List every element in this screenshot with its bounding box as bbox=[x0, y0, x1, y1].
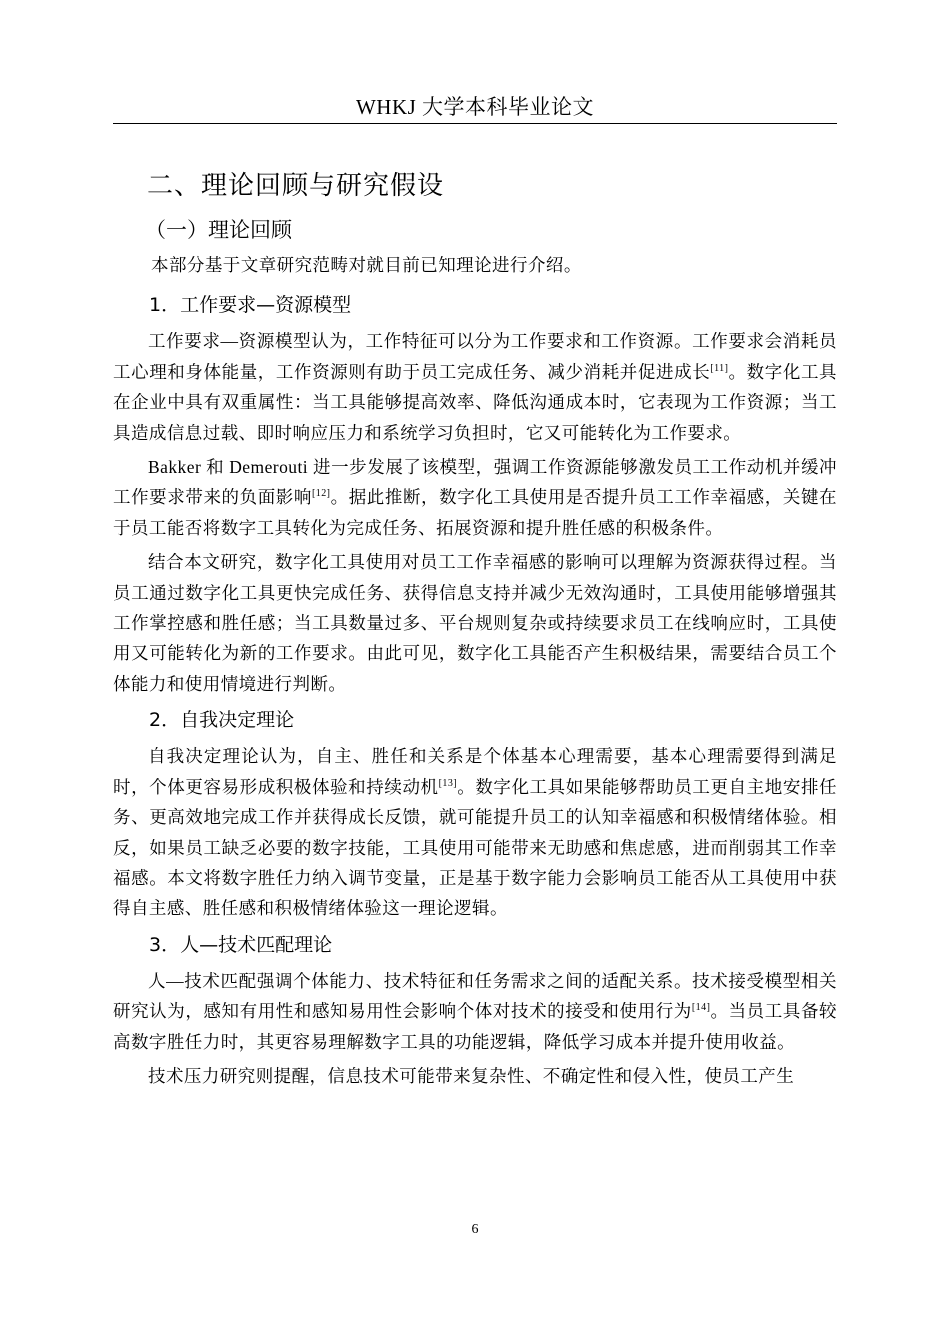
body-paragraph: 自我决定理论认为，自主、胜任和关系是个体基本心理需要，基本心理需要得到满足时，个体更容易形成积极体验和持续动机[13]。数字化工具如果能够帮助员工更自主地安排任务、更高效地完成工作并获得成长反馈，就可能提升员工的认知幸福感和积极情绪体验。相反，如果员工缺乏必要的数字技能，工具使用可能带来无助感和焦虑感，进而削弱其工作幸福感。本文将数字胜任力纳入调节变量，正是基于数字能力会影响员工能否从工具使用中获得自主感、胜任感和积极情绪体验这一理论逻辑。 bbox=[113, 746, 837, 919]
citation: [14] bbox=[691, 1002, 711, 1014]
body-paragraph: 结合本文研究，数字化工具使用对员工工作幸福感的影响可以理解为资源获得过程。当员工通过数字化工具更快完成任务、获得信息支持并减少无效沟通时，工具使用能够增强其工作掌控感和胜任感；当工具数量过多、平台规则复杂或持续要求员工在线响应时，工具使用又可能转化为新的工作要求。由此可见，数字化工具能否产生积极结果，需要结合员工个体能力和使用情境进行判断。 bbox=[113, 552, 837, 694]
subsection-heading: （一）理论回顾 bbox=[145, 218, 292, 242]
body-paragraph: Bakker 和 Demerouti 进一步发展了该模型，强调工作资源能够激发员工工作动机并缓冲工作要求带来的负面影响[12]。据此推断，数字化工具使用是否提升员工工作幸福感，关键在于员工能否将数字工具转化为完成任务、拓展资源和提升胜任感的积极条件。 bbox=[113, 457, 837, 538]
header-rule bbox=[113, 123, 837, 124]
theory-heading-2: 2．自我决定理论 bbox=[149, 709, 295, 732]
theory-heading-3: 3．人—技术匹配理论 bbox=[149, 933, 333, 956]
body-paragraph: 技术压力研究则提醒，信息技术可能带来复杂性、不确定性和侵入性，使员工产生 bbox=[148, 1065, 795, 1086]
section-heading: 二、理论回顾与研究假设 bbox=[147, 171, 445, 201]
page-content bbox=[113, 166, 837, 1095]
citation: [11] bbox=[710, 362, 729, 374]
body-paragraph: 人—技术匹配强调个体能力、技术特征和任务需求之间的适配关系。技术接受模型相关研究认为，感知有用性和感知易用性会影响个体对技术的接受和使用行为[14]。当员工具备较高数字胜任力时，其更容易理解数字工具的功能逻辑，降低学习成本并提升使用收益。 bbox=[113, 970, 837, 1052]
page-number: 6 bbox=[471, 1222, 479, 1237]
running-header: WHKJ 大学本科毕业论文 bbox=[355, 95, 595, 119]
theory-heading-1: 1．工作要求—资源模型 bbox=[149, 294, 352, 317]
citation: [13] bbox=[438, 777, 458, 789]
body-paragraph: 工作要求—资源模型认为，工作特征可以分为工作要求和工作资源。工作要求会消耗员工心理和身体能量，工作资源则有助于员工完成任务、减少消耗并促进成长[11]。数字化工具在企业中具有双重属性：当工具能够提高效率、降低沟通成本时，它表现为工作资源；当工具造成信息过载、即时响应压力和系统学习负担时，它又可能转化为工作要求。 bbox=[113, 331, 837, 443]
citation: [12] bbox=[312, 488, 331, 500]
intro-paragraph: 本部分基于文章研究范畴对就目前已知理论进行介绍。 bbox=[151, 255, 582, 275]
